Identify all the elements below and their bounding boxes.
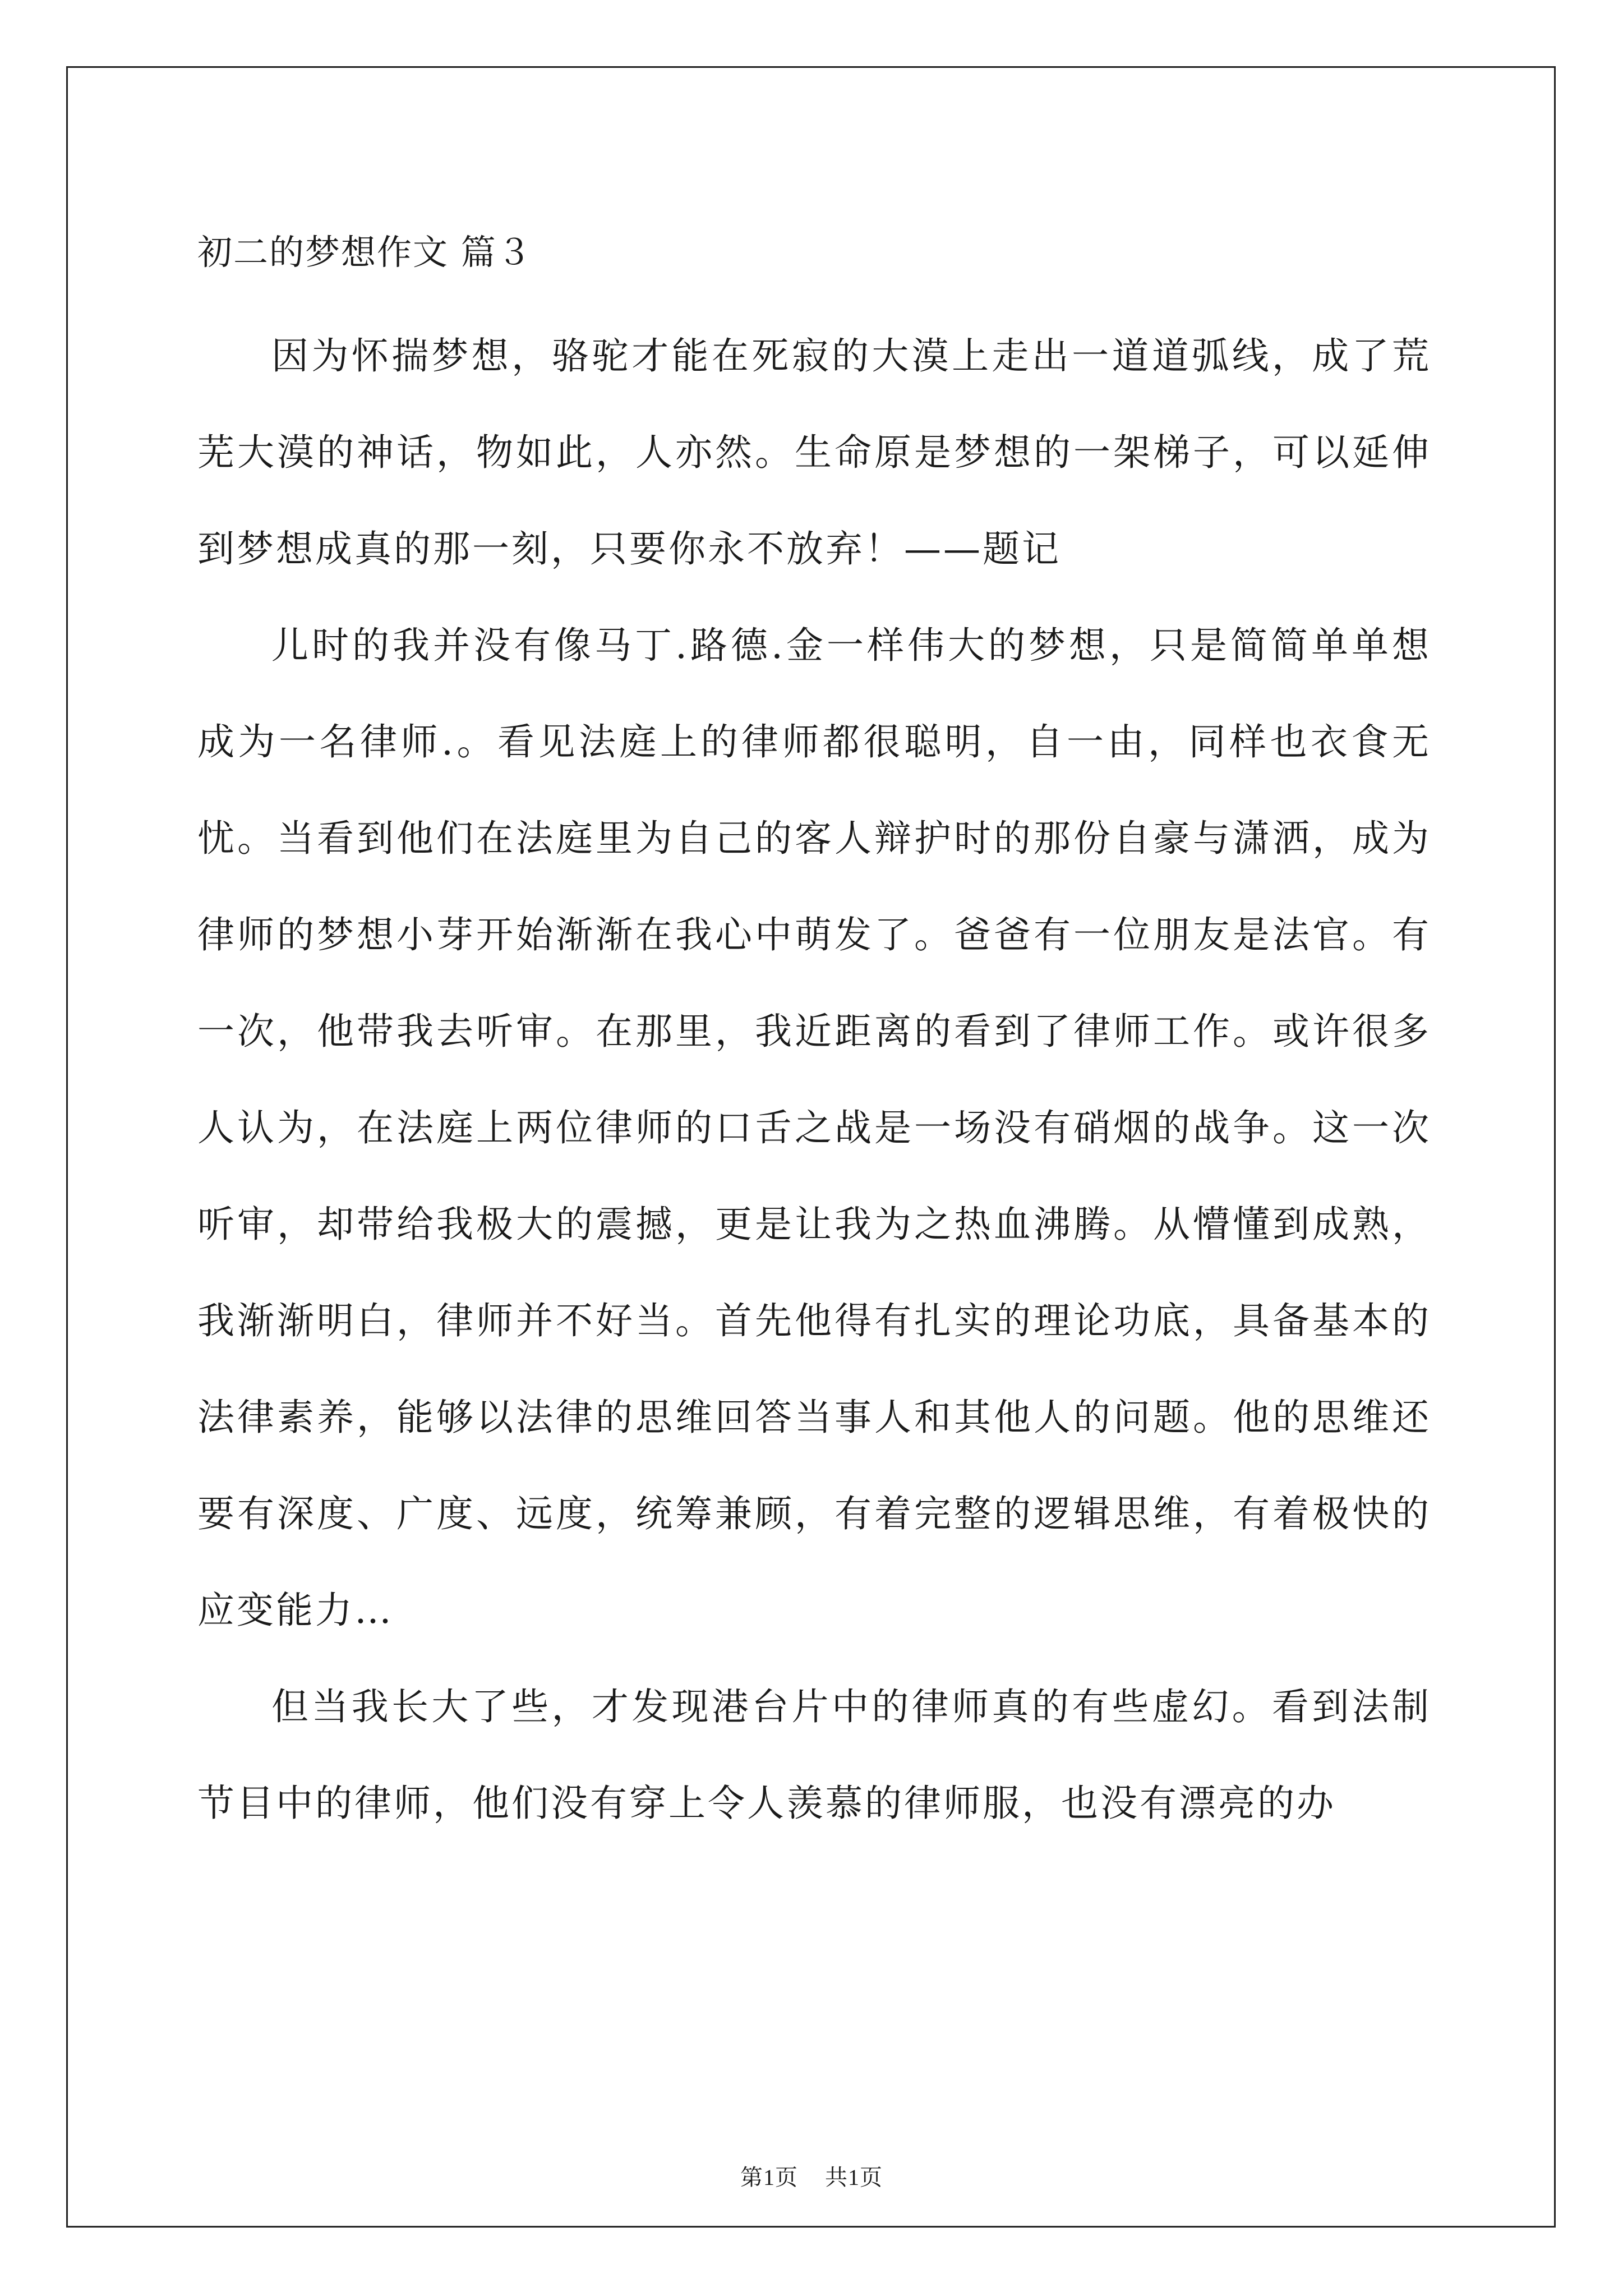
- paragraph-childhood-dream: 儿时的我并没有像马丁.路德.金一样伟大的梦想，只是简简单单想成为一名律师.。看见法庭上的律师都很聪明，自一由，同样也衣食无忧。当看到他们在法庭里为自己的客人辩护时的那份自豪与潇洒，成为律师的梦想小芽开始渐渐在我心中萌发了。爸爸有一位朋友是法官。有一次，他带我去听审。在那里，我近距离的看到了律师工作。或许很多人认为，在法庭上两位律师的口舌之战是一场没有硝烟的战争。这一次听审，却带给我极大的震撼，更是让我为之热血沸腾。从懵懂到成熟，我渐渐明白，律师并不好当。首先他得有扎实的理论功底，具备基本的法律素养，能够以法律的思维回答当事人和其他人的问题。他的思维还 要有深度、广度、远度，统筹兼顾，有着完整的逻辑思维，有着极快的应变能力…: [197, 624, 1431, 1632]
- document-body: [197, 222, 1431, 1852]
- paragraph-growing-up: 但当我长大了些，才发现港台片中的律师真的有些虚幻。看到法制节目中的律师，他们没有穿上令人羡慕的律师服，也没有漂亮的办: [197, 1685, 1431, 1825]
- page-total: 共1页: [825, 2165, 883, 2190]
- page-footer: [0, 2160, 1623, 2192]
- paragraph-epigraph: 因为怀揣梦想，骆驼才能在死寂的大漠上走出一道道弧线，成了荒芜大漠的神话，物如此，人亦然。生命原是梦想的一架梯子，可以延伸到梦想成真的那一刻，只要你永不放弃！——题记: [197, 334, 1431, 570]
- page-number: 第1页: [740, 2165, 798, 2190]
- document-title: 初二的梦想作文 篇３: [197, 232, 533, 273]
